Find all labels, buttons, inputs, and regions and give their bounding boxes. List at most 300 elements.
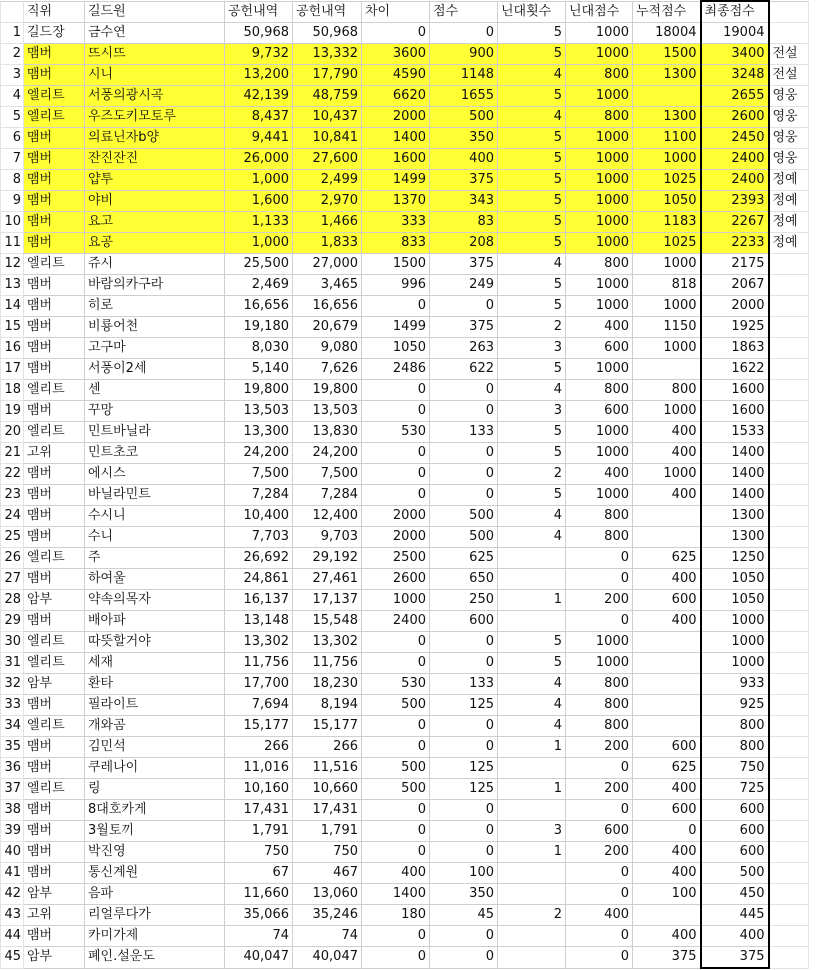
- table-cell[interactable]: 35,246: [293, 905, 362, 926]
- column-header-cell[interactable]: 누적점수: [633, 1, 701, 23]
- grade-label-cell[interactable]: [769, 317, 809, 338]
- table-cell[interactable]: 음파: [85, 884, 225, 905]
- table-cell[interactable]: [633, 674, 701, 695]
- table-cell[interactable]: 0: [362, 716, 430, 737]
- table-cell[interactable]: 7,500: [225, 464, 293, 485]
- table-cell[interactable]: 1300: [701, 527, 769, 548]
- table-cell[interactable]: 530: [362, 674, 430, 695]
- table-cell[interactable]: 통신계원: [85, 863, 225, 884]
- table-cell[interactable]: 26,000: [225, 149, 293, 170]
- row-number-cell[interactable]: 41: [1, 863, 24, 884]
- table-cell[interactable]: 19,800: [293, 380, 362, 401]
- table-cell[interactable]: 고위: [24, 443, 85, 464]
- table-cell[interactable]: 1400: [701, 443, 769, 464]
- grade-label-cell[interactable]: [769, 485, 809, 506]
- row-number-cell[interactable]: 42: [1, 884, 24, 905]
- table-cell[interactable]: 1,000: [225, 233, 293, 254]
- table-cell[interactable]: 의료닌자b양: [85, 128, 225, 149]
- table-cell[interactable]: 0: [430, 464, 498, 485]
- table-cell[interactable]: 맴버: [24, 569, 85, 590]
- table-cell[interactable]: 650: [430, 569, 498, 590]
- row-number-cell[interactable]: 35: [1, 737, 24, 758]
- table-cell[interactable]: 2486: [362, 359, 430, 380]
- table-cell[interactable]: 민트초코: [85, 443, 225, 464]
- table-cell[interactable]: 엘리트: [24, 86, 85, 107]
- table-cell[interactable]: 800: [566, 695, 633, 716]
- table-cell[interactable]: [498, 548, 566, 569]
- grade-label-cell[interactable]: [769, 947, 809, 969]
- table-cell[interactable]: 925: [701, 695, 769, 716]
- table-cell[interactable]: 800: [633, 380, 701, 401]
- table-cell[interactable]: 5: [498, 296, 566, 317]
- table-cell[interactable]: 5: [498, 632, 566, 653]
- table-cell[interactable]: 1000: [633, 149, 701, 170]
- table-cell[interactable]: 400: [633, 611, 701, 632]
- table-cell[interactable]: 18,230: [293, 674, 362, 695]
- table-cell[interactable]: 350: [430, 128, 498, 149]
- table-cell[interactable]: 20,679: [293, 317, 362, 338]
- table-cell[interactable]: 0: [430, 443, 498, 464]
- table-cell[interactable]: 600: [566, 401, 633, 422]
- grade-label-cell[interactable]: [769, 401, 809, 422]
- table-cell[interactable]: 12,400: [293, 506, 362, 527]
- table-cell[interactable]: 400: [566, 905, 633, 926]
- table-cell[interactable]: 200: [566, 737, 633, 758]
- table-cell[interactable]: 833: [362, 233, 430, 254]
- table-cell[interactable]: 800: [701, 716, 769, 737]
- table-cell[interactable]: 2600: [362, 569, 430, 590]
- table-cell[interactable]: 개와곰: [85, 716, 225, 737]
- row-number-cell[interactable]: 4: [1, 86, 24, 107]
- table-cell[interactable]: 0: [566, 611, 633, 632]
- table-cell[interactable]: [633, 86, 701, 107]
- table-cell[interactable]: 500: [430, 107, 498, 128]
- table-cell[interactable]: 0: [430, 947, 498, 969]
- table-cell[interactable]: 2450: [701, 128, 769, 149]
- table-cell[interactable]: 5: [498, 128, 566, 149]
- table-cell[interactable]: 9,703: [293, 527, 362, 548]
- table-cell[interactable]: [498, 800, 566, 821]
- row-number-cell[interactable]: 30: [1, 632, 24, 653]
- table-cell[interactable]: 6620: [362, 86, 430, 107]
- table-cell[interactable]: [498, 569, 566, 590]
- row-number-cell[interactable]: 37: [1, 779, 24, 800]
- row-number-cell[interactable]: 11: [1, 233, 24, 254]
- table-cell[interactable]: 50,968: [225, 23, 293, 44]
- table-cell[interactable]: 11,756: [225, 653, 293, 674]
- row-number-cell[interactable]: 14: [1, 296, 24, 317]
- table-cell[interactable]: 1300: [633, 65, 701, 86]
- table-cell[interactable]: 센: [85, 380, 225, 401]
- table-cell[interactable]: 1400: [701, 464, 769, 485]
- table-cell[interactable]: 0: [430, 23, 498, 44]
- table-cell[interactable]: 맴버: [24, 212, 85, 233]
- table-cell[interactable]: 5,140: [225, 359, 293, 380]
- table-cell[interactable]: 1000: [566, 86, 633, 107]
- table-cell[interactable]: 5: [498, 275, 566, 296]
- table-cell[interactable]: 1400: [362, 884, 430, 905]
- grade-label-cell[interactable]: [769, 548, 809, 569]
- table-cell[interactable]: 1,600: [225, 191, 293, 212]
- table-cell[interactable]: 0: [362, 443, 430, 464]
- table-cell[interactable]: 5: [498, 653, 566, 674]
- table-cell[interactable]: 세재: [85, 653, 225, 674]
- table-cell[interactable]: 2000: [362, 506, 430, 527]
- table-cell[interactable]: 24,200: [225, 443, 293, 464]
- table-cell[interactable]: 450: [701, 884, 769, 905]
- table-cell[interactable]: 1499: [362, 317, 430, 338]
- table-cell[interactable]: 26,692: [225, 548, 293, 569]
- table-cell[interactable]: [633, 632, 701, 653]
- table-cell[interactable]: 11,516: [293, 758, 362, 779]
- table-cell[interactable]: 250: [430, 590, 498, 611]
- table-cell[interactable]: 625: [430, 548, 498, 569]
- table-cell[interactable]: 400: [633, 569, 701, 590]
- table-cell[interactable]: 17,431: [225, 800, 293, 821]
- row-number-cell[interactable]: 2: [1, 44, 24, 65]
- table-cell[interactable]: 208: [430, 233, 498, 254]
- table-cell[interactable]: 5: [498, 170, 566, 191]
- table-cell[interactable]: [633, 716, 701, 737]
- table-cell[interactable]: 2000: [362, 527, 430, 548]
- table-cell[interactable]: 11,660: [225, 884, 293, 905]
- table-cell[interactable]: 하여울: [85, 569, 225, 590]
- table-cell[interactable]: 1000: [566, 44, 633, 65]
- row-number-cell[interactable]: 22: [1, 464, 24, 485]
- table-cell[interactable]: 암부: [24, 590, 85, 611]
- table-cell[interactable]: 8,437: [225, 107, 293, 128]
- table-cell[interactable]: 리얼루다가: [85, 905, 225, 926]
- table-cell[interactable]: 0: [362, 401, 430, 422]
- table-cell[interactable]: 맴버: [24, 44, 85, 65]
- table-cell[interactable]: 13,332: [293, 44, 362, 65]
- table-cell[interactable]: 1000: [566, 653, 633, 674]
- table-cell[interactable]: 13,503: [225, 401, 293, 422]
- table-cell[interactable]: 히로: [85, 296, 225, 317]
- grade-label-cell[interactable]: [769, 611, 809, 632]
- grade-label-cell[interactable]: [769, 926, 809, 947]
- table-cell[interactable]: 725: [701, 779, 769, 800]
- table-cell[interactable]: 맴버: [24, 401, 85, 422]
- grade-label-cell[interactable]: 정예: [769, 233, 809, 254]
- grade-label-cell[interactable]: 영웅: [769, 107, 809, 128]
- table-cell[interactable]: 400: [633, 485, 701, 506]
- column-header-cell[interactable]: 길드원: [85, 1, 225, 23]
- table-cell[interactable]: 2233: [701, 233, 769, 254]
- table-cell[interactable]: 8,030: [225, 338, 293, 359]
- table-cell[interactable]: 박진영: [85, 842, 225, 863]
- table-cell[interactable]: 1533: [701, 422, 769, 443]
- table-cell[interactable]: 4: [498, 65, 566, 86]
- table-cell[interactable]: 200: [566, 590, 633, 611]
- table-cell[interactable]: 맴버: [24, 926, 85, 947]
- table-cell[interactable]: 얍투: [85, 170, 225, 191]
- table-cell[interactable]: 0: [430, 296, 498, 317]
- table-cell[interactable]: 1000: [566, 422, 633, 443]
- row-number-cell[interactable]: 38: [1, 800, 24, 821]
- table-cell[interactable]: 암부: [24, 947, 85, 969]
- table-cell[interactable]: 맴버: [24, 863, 85, 884]
- row-number-cell[interactable]: 1: [1, 23, 24, 44]
- table-cell[interactable]: 7,703: [225, 527, 293, 548]
- table-cell[interactable]: 375: [633, 947, 701, 969]
- table-cell[interactable]: 맴버: [24, 821, 85, 842]
- table-cell[interactable]: 0: [430, 485, 498, 506]
- table-cell[interactable]: 15,177: [225, 716, 293, 737]
- grade-label-cell[interactable]: [769, 779, 809, 800]
- table-cell[interactable]: 1000: [633, 254, 701, 275]
- table-cell[interactable]: 맴버: [24, 800, 85, 821]
- table-cell[interactable]: 5: [498, 359, 566, 380]
- table-cell[interactable]: 800: [566, 107, 633, 128]
- table-cell[interactable]: 1500: [362, 254, 430, 275]
- table-cell[interactable]: 10,160: [225, 779, 293, 800]
- table-cell[interactable]: 2267: [701, 212, 769, 233]
- row-number-cell[interactable]: 28: [1, 590, 24, 611]
- table-cell[interactable]: 1622: [701, 359, 769, 380]
- table-cell[interactable]: 2: [498, 905, 566, 926]
- table-cell[interactable]: 200: [566, 779, 633, 800]
- table-cell[interactable]: 13,300: [225, 422, 293, 443]
- table-cell[interactable]: 996: [362, 275, 430, 296]
- row-number-cell[interactable]: 20: [1, 422, 24, 443]
- table-cell[interactable]: 333: [362, 212, 430, 233]
- table-cell[interactable]: 400: [633, 422, 701, 443]
- table-cell[interactable]: 맴버: [24, 149, 85, 170]
- table-cell[interactable]: 400: [566, 464, 633, 485]
- table-cell[interactable]: 800: [566, 380, 633, 401]
- table-cell[interactable]: 환타: [85, 674, 225, 695]
- table-cell[interactable]: 7,694: [225, 695, 293, 716]
- table-cell[interactable]: 7,284: [225, 485, 293, 506]
- column-header-cell[interactable]: 직위: [24, 1, 85, 23]
- table-cell[interactable]: 2,970: [293, 191, 362, 212]
- table-cell[interactable]: 0: [566, 548, 633, 569]
- table-cell[interactable]: 고위: [24, 905, 85, 926]
- table-cell[interactable]: 맴버: [24, 737, 85, 758]
- grade-label-cell[interactable]: 정예: [769, 212, 809, 233]
- grade-label-cell[interactable]: [769, 443, 809, 464]
- table-cell[interactable]: 800: [701, 737, 769, 758]
- table-cell[interactable]: 0: [362, 380, 430, 401]
- table-cell[interactable]: 2000: [362, 107, 430, 128]
- table-cell[interactable]: [498, 758, 566, 779]
- table-cell[interactable]: 4590: [362, 65, 430, 86]
- table-cell[interactable]: 0: [362, 23, 430, 44]
- table-cell[interactable]: 맴버: [24, 758, 85, 779]
- table-cell[interactable]: 1,000: [225, 170, 293, 191]
- table-cell[interactable]: 50,968: [293, 23, 362, 44]
- table-cell[interactable]: 900: [430, 44, 498, 65]
- table-cell[interactable]: 4: [498, 254, 566, 275]
- table-cell[interactable]: 0: [362, 821, 430, 842]
- row-number-cell[interactable]: 15: [1, 317, 24, 338]
- table-cell[interactable]: 3248: [701, 65, 769, 86]
- grade-label-cell[interactable]: [769, 905, 809, 926]
- table-cell[interactable]: [633, 695, 701, 716]
- table-cell[interactable]: 링: [85, 779, 225, 800]
- table-cell[interactable]: 2: [498, 317, 566, 338]
- table-cell[interactable]: 13,302: [225, 632, 293, 653]
- table-cell[interactable]: 0: [430, 716, 498, 737]
- table-cell[interactable]: 엘리트: [24, 653, 85, 674]
- table-cell[interactable]: 엘리트: [24, 716, 85, 737]
- table-cell[interactable]: 74: [225, 926, 293, 947]
- table-cell[interactable]: 3: [498, 821, 566, 842]
- table-cell[interactable]: 1000: [566, 443, 633, 464]
- table-cell[interactable]: 3월토끼: [85, 821, 225, 842]
- row-number-cell[interactable]: 33: [1, 695, 24, 716]
- table-cell[interactable]: 맴버: [24, 464, 85, 485]
- corner-cell[interactable]: [1, 1, 24, 23]
- table-cell[interactable]: 45: [430, 905, 498, 926]
- table-cell[interactable]: 2500: [362, 548, 430, 569]
- table-cell[interactable]: 1863: [701, 338, 769, 359]
- table-cell[interactable]: 1250: [701, 548, 769, 569]
- table-cell[interactable]: 0: [362, 926, 430, 947]
- table-cell[interactable]: 5: [498, 233, 566, 254]
- row-number-cell[interactable]: 44: [1, 926, 24, 947]
- table-cell[interactable]: [498, 611, 566, 632]
- grade-label-cell[interactable]: [769, 884, 809, 905]
- row-number-cell[interactable]: 40: [1, 842, 24, 863]
- table-cell[interactable]: 600: [633, 800, 701, 821]
- table-cell[interactable]: 133: [430, 674, 498, 695]
- table-cell[interactable]: 0: [430, 653, 498, 674]
- table-cell[interactable]: 폐인.설운도: [85, 947, 225, 969]
- table-cell[interactable]: 800: [566, 506, 633, 527]
- table-cell[interactable]: 249: [430, 275, 498, 296]
- table-cell[interactable]: 0: [566, 863, 633, 884]
- table-cell[interactable]: 맴버: [24, 359, 85, 380]
- table-cell[interactable]: 10,660: [293, 779, 362, 800]
- table-cell[interactable]: 맴버: [24, 695, 85, 716]
- table-cell[interactable]: 1600: [701, 401, 769, 422]
- table-cell[interactable]: 10,841: [293, 128, 362, 149]
- table-cell[interactable]: 375: [430, 317, 498, 338]
- table-cell[interactable]: 9,080: [293, 338, 362, 359]
- table-cell[interactable]: 서풍의광시곡: [85, 86, 225, 107]
- table-cell[interactable]: 67: [225, 863, 293, 884]
- table-cell[interactable]: 600: [701, 800, 769, 821]
- table-cell[interactable]: 1000: [633, 401, 701, 422]
- row-number-cell[interactable]: 18: [1, 380, 24, 401]
- table-cell[interactable]: 500: [701, 863, 769, 884]
- table-cell[interactable]: 13,830: [293, 422, 362, 443]
- grade-label-cell[interactable]: [769, 569, 809, 590]
- table-cell[interactable]: 5: [498, 422, 566, 443]
- table-cell[interactable]: 0: [566, 569, 633, 590]
- table-cell[interactable]: 500: [430, 506, 498, 527]
- table-cell[interactable]: 0: [633, 821, 701, 842]
- table-cell[interactable]: 933: [701, 674, 769, 695]
- table-cell[interactable]: 수니: [85, 527, 225, 548]
- row-number-cell[interactable]: 12: [1, 254, 24, 275]
- table-cell[interactable]: 0: [362, 632, 430, 653]
- table-cell[interactable]: 4: [498, 506, 566, 527]
- table-cell[interactable]: 3: [498, 338, 566, 359]
- table-cell[interactable]: [633, 506, 701, 527]
- table-cell[interactable]: 5: [498, 191, 566, 212]
- table-cell[interactable]: 맴버: [24, 527, 85, 548]
- table-cell[interactable]: 암부: [24, 884, 85, 905]
- table-cell[interactable]: 1: [498, 737, 566, 758]
- grade-label-cell[interactable]: [769, 737, 809, 758]
- table-cell[interactable]: 엘리트: [24, 422, 85, 443]
- table-cell[interactable]: [498, 884, 566, 905]
- table-cell[interactable]: 1148: [430, 65, 498, 86]
- table-cell[interactable]: 0: [430, 842, 498, 863]
- table-cell[interactable]: 400: [362, 863, 430, 884]
- table-cell[interactable]: 1499: [362, 170, 430, 191]
- grade-label-cell[interactable]: [769, 23, 809, 44]
- table-cell[interactable]: 1: [498, 590, 566, 611]
- table-cell[interactable]: 맴버: [24, 65, 85, 86]
- table-cell[interactable]: 4: [498, 107, 566, 128]
- table-cell[interactable]: 꾸망: [85, 401, 225, 422]
- row-number-cell[interactable]: 21: [1, 443, 24, 464]
- table-cell[interactable]: 1000: [362, 590, 430, 611]
- table-cell[interactable]: 2067: [701, 275, 769, 296]
- table-cell[interactable]: 1183: [633, 212, 701, 233]
- table-cell[interactable]: 750: [225, 842, 293, 863]
- row-number-cell[interactable]: 32: [1, 674, 24, 695]
- table-cell[interactable]: 83: [430, 212, 498, 233]
- table-cell[interactable]: 1050: [633, 191, 701, 212]
- table-cell[interactable]: 1000: [566, 632, 633, 653]
- table-cell[interactable]: 350: [430, 884, 498, 905]
- table-cell[interactable]: 4: [498, 674, 566, 695]
- table-cell[interactable]: 1600: [362, 149, 430, 170]
- table-cell[interactable]: 맴버: [24, 275, 85, 296]
- table-cell[interactable]: 1025: [633, 233, 701, 254]
- table-cell[interactable]: 18004: [633, 23, 701, 44]
- table-cell[interactable]: 0: [430, 632, 498, 653]
- table-cell[interactable]: 800: [566, 527, 633, 548]
- table-cell[interactable]: 5: [498, 149, 566, 170]
- row-number-cell[interactable]: 5: [1, 107, 24, 128]
- table-cell[interactable]: 바닐라민트: [85, 485, 225, 506]
- table-cell[interactable]: 27,600: [293, 149, 362, 170]
- table-cell[interactable]: 5: [498, 485, 566, 506]
- table-cell[interactable]: 125: [430, 695, 498, 716]
- table-cell[interactable]: 125: [430, 758, 498, 779]
- table-cell[interactable]: [633, 359, 701, 380]
- table-cell[interactable]: 1655: [430, 86, 498, 107]
- table-cell[interactable]: 19004: [701, 23, 769, 44]
- table-cell[interactable]: 맴버: [24, 170, 85, 191]
- table-cell[interactable]: 15,548: [293, 611, 362, 632]
- table-cell[interactable]: 1300: [701, 506, 769, 527]
- table-cell[interactable]: 맴버: [24, 233, 85, 254]
- table-cell[interactable]: 10,437: [293, 107, 362, 128]
- table-cell[interactable]: 0: [566, 947, 633, 969]
- table-cell[interactable]: 1000: [566, 149, 633, 170]
- table-cell[interactable]: 금수연: [85, 23, 225, 44]
- table-cell[interactable]: 엘리트: [24, 779, 85, 800]
- table-cell[interactable]: 750: [701, 758, 769, 779]
- table-cell[interactable]: 625: [633, 758, 701, 779]
- table-cell[interactable]: [498, 926, 566, 947]
- table-cell[interactable]: 3,465: [293, 275, 362, 296]
- table-cell[interactable]: 13,200: [225, 65, 293, 86]
- table-cell[interactable]: 1: [498, 842, 566, 863]
- column-header-cell[interactable]: 최종점수: [701, 1, 769, 23]
- table-cell[interactable]: 뜨시뜨: [85, 44, 225, 65]
- grade-label-cell[interactable]: [769, 338, 809, 359]
- row-number-cell[interactable]: 29: [1, 611, 24, 632]
- table-cell[interactable]: 1,791: [293, 821, 362, 842]
